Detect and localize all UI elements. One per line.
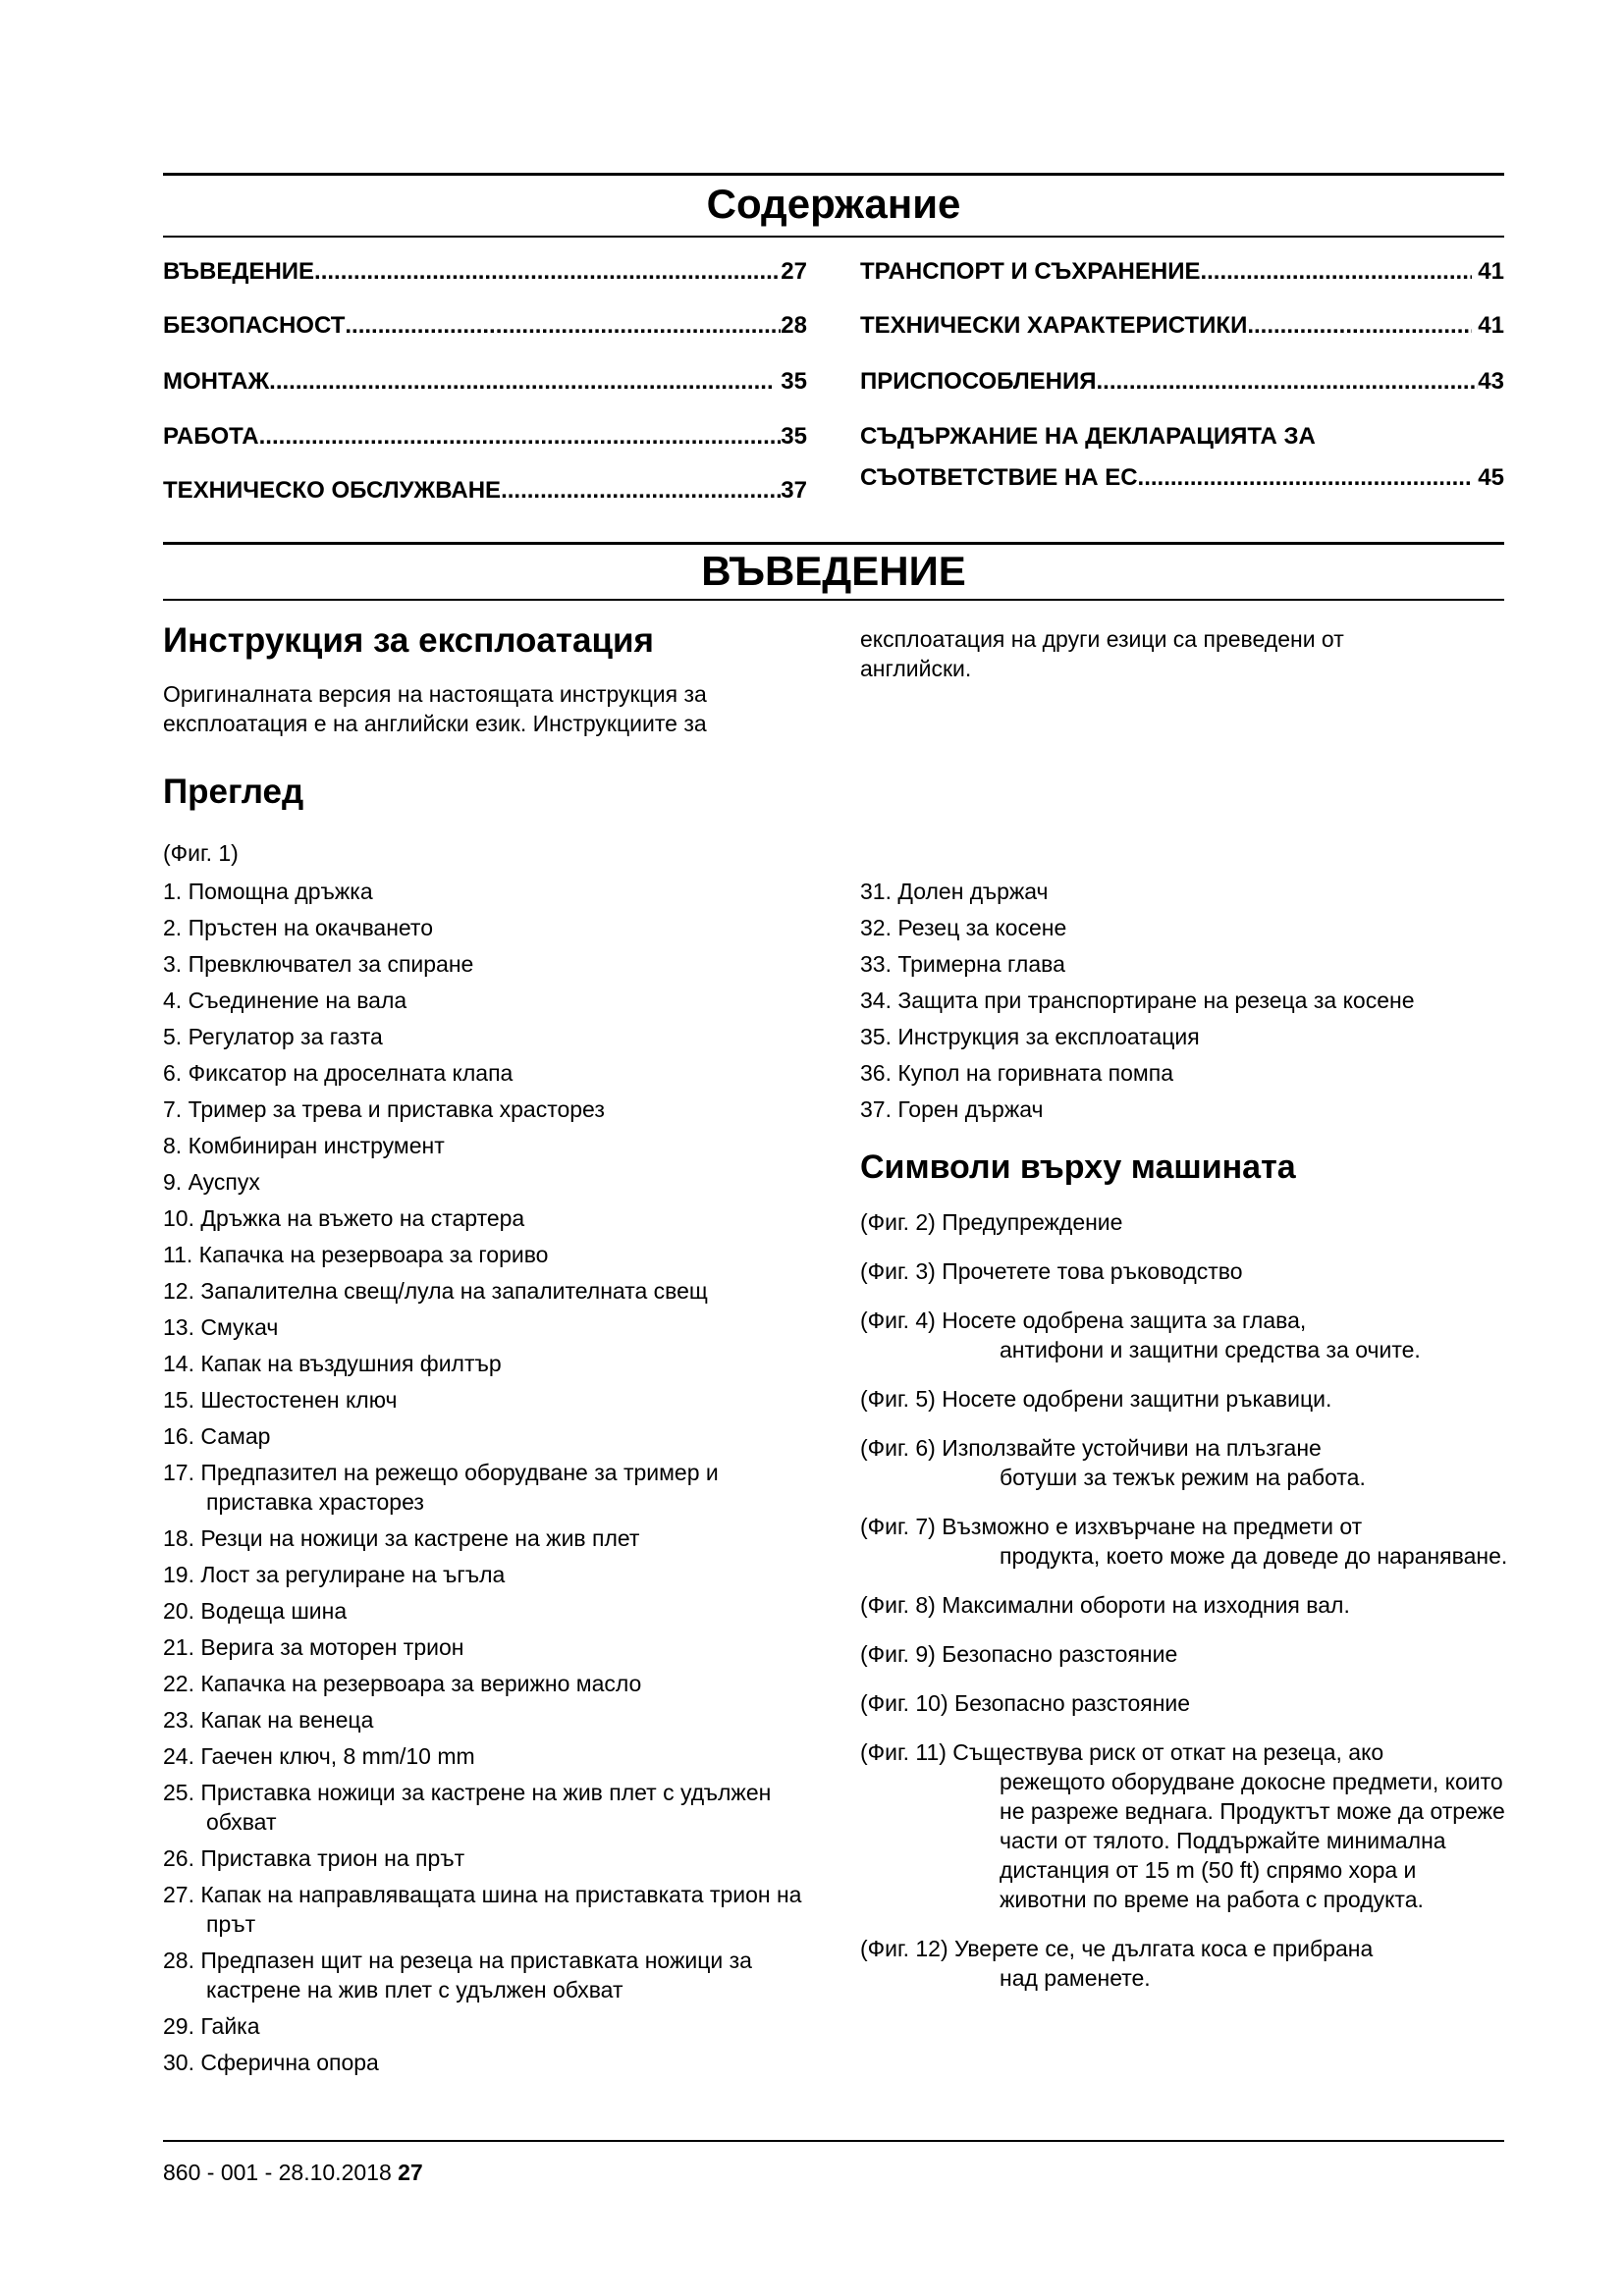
list-item-text: Верига за моторен трион — [200, 1634, 464, 1660]
toc-entry[interactable] — [163, 311, 807, 341]
list-item — [163, 949, 811, 979]
toc-entry-label: РАБОТА — [163, 423, 259, 450]
toc-entry[interactable] — [860, 463, 1504, 493]
toc-entry[interactable] — [163, 422, 807, 452]
list-item — [163, 1349, 811, 1378]
toc-entry-line1[interactable] — [860, 422, 1504, 452]
list-item-text: Долен държач — [897, 879, 1049, 904]
symbol-item — [860, 1384, 1508, 1414]
list-item-text: Запалителна свещ/лула на запалителната свещ — [200, 1278, 708, 1304]
symbol-fig-ref: (Фиг. 12) — [860, 1936, 948, 1961]
toc-entry-page: 43 — [1478, 368, 1504, 395]
list-item — [860, 986, 1508, 1015]
list-item-text: Водеща шина — [200, 1598, 348, 1624]
list-item — [163, 913, 811, 942]
list-item-number: 8. — [163, 1133, 183, 1158]
symbol-item — [860, 1207, 1508, 1237]
symbols-heading: Символи върху машината — [860, 1148, 1296, 1186]
instructions-line: експлоатация на други езици са преведени от — [860, 626, 1344, 652]
overview-list-left — [163, 877, 811, 2084]
overview-heading: Преглед — [163, 773, 304, 811]
instructions-text — [163, 679, 811, 738]
list-item-text: Регулатор за газта — [188, 1024, 383, 1049]
symbol-text-continued: ботуши за тежък режим на работа. — [1000, 1465, 1366, 1490]
symbol-fig-ref: (Фиг. 4) — [860, 1308, 936, 1333]
list-item-text: Сферична опора — [200, 2050, 379, 2075]
list-item — [163, 2011, 811, 2041]
list-item — [163, 1022, 811, 1051]
toc-entry-page: 28 — [781, 312, 807, 339]
list-item — [163, 1741, 811, 1771]
section-bottom-rule — [163, 599, 1504, 601]
list-item-text: Капачка на резервоара за гориво — [198, 1242, 549, 1267]
list-item — [163, 1880, 811, 1939]
toc-entry-label: СЪДЪРЖАНИЕ НА ДЕКЛАРАЦИЯТА ЗА — [860, 423, 1316, 450]
list-item — [860, 913, 1508, 942]
list-item-text: Фиксатор на дроселната клапа — [188, 1060, 514, 1086]
list-item-text: Тримерна глава — [897, 951, 1065, 977]
list-item — [163, 1946, 811, 2004]
list-item-text: Капачка на резервоара за верижно масло — [200, 1671, 642, 1696]
toc-entry[interactable] — [860, 367, 1504, 397]
symbol-text-continued: продукта, което може да доведе до нараняване. — [1000, 1543, 1508, 1569]
symbol-item — [860, 1512, 1508, 1571]
symbol-fig-ref: (Фиг. 3) — [860, 1258, 936, 1284]
list-item-text: Помощна дръжка — [188, 879, 373, 904]
toc-title: Содержание — [706, 181, 961, 227]
list-item-number: 24. — [163, 1743, 194, 1769]
list-item-number: 19. — [163, 1562, 194, 1587]
list-item — [163, 2048, 811, 2077]
list-item-number: 26. — [163, 1845, 194, 1871]
symbol-fig-ref: (Фиг. 7) — [860, 1514, 936, 1539]
symbol-fig-ref: (Фиг. 11) — [860, 1739, 947, 1765]
list-item — [163, 1058, 811, 1088]
overview-list-right — [860, 877, 1508, 1131]
list-item — [163, 986, 811, 1015]
toc-entry-page: 27 — [781, 258, 807, 285]
list-item-number: 5. — [163, 1024, 183, 1049]
list-item-text: Капак на венеца — [200, 1707, 374, 1733]
list-item-number: 11. — [163, 1242, 193, 1267]
list-item-number: 6. — [163, 1060, 183, 1086]
list-item-number: 14. — [163, 1351, 194, 1376]
list-item-text: Дръжка на въжето на стартера — [200, 1205, 525, 1231]
list-item-number: 36. — [860, 1060, 892, 1086]
list-item-text: Съединение на вала — [188, 988, 407, 1013]
symbol-item — [860, 1688, 1508, 1718]
list-item — [163, 1167, 811, 1197]
list-item — [163, 1131, 811, 1160]
footer-page-number: 27 — [398, 2160, 423, 2185]
list-item-number: 15. — [163, 1387, 194, 1413]
toc-entry[interactable] — [860, 311, 1504, 341]
list-item — [860, 1058, 1508, 1088]
list-item-text: Гаечен ключ, 8 mm/10 mm — [200, 1743, 475, 1769]
symbol-text: Носете одобрени защитни ръкавици. — [942, 1386, 1332, 1412]
instructions-heading: Инструкция за експлоатация — [163, 621, 654, 660]
list-item — [860, 949, 1508, 979]
list-item-number: 28. — [163, 1948, 194, 1973]
toc-leader — [501, 476, 781, 506]
instructions-text-continued — [860, 624, 1508, 683]
toc-leader — [1200, 257, 1471, 287]
list-item — [860, 1095, 1508, 1124]
symbol-text: Съществува риск от откат на резеца, ако — [952, 1739, 1384, 1765]
symbol-text: Безопасно разстояние — [942, 1641, 1178, 1667]
list-item-number: 32. — [860, 915, 892, 940]
symbol-text-continued: антифони и защитни средства за очите. — [1000, 1337, 1421, 1362]
list-item-text: Купол на горивната помпа — [897, 1060, 1173, 1086]
instructions-line: английски. — [860, 656, 972, 681]
list-item-number: 10. — [163, 1205, 194, 1231]
list-item-text: Комбиниран инструмент — [188, 1133, 445, 1158]
symbol-text: Възможно е изхвърчане на предмети от — [942, 1514, 1363, 1539]
list-item-number: 33. — [860, 951, 892, 977]
list-item-text: Резци на ножици за кастрене на жив плет — [200, 1525, 640, 1551]
list-item-number: 7. — [163, 1096, 183, 1122]
toc-entry-label: МОНТАЖ — [163, 368, 270, 395]
list-item — [163, 1843, 811, 1873]
list-item-text: Тример за трева и приставка храсторез — [188, 1096, 605, 1122]
list-item-number: 16. — [163, 1423, 194, 1449]
toc-entry-page: 41 — [1471, 258, 1504, 285]
list-item-number: 34. — [860, 988, 892, 1013]
list-item-text: Ауспух — [188, 1169, 260, 1195]
symbols-list — [860, 1207, 1508, 2012]
list-item-number: 20. — [163, 1598, 194, 1624]
list-item — [163, 1276, 811, 1306]
list-item — [163, 1240, 811, 1269]
list-item — [163, 1203, 811, 1233]
toc-leader — [259, 422, 782, 452]
symbol-fig-ref: (Фиг. 5) — [860, 1386, 936, 1412]
list-item — [163, 1523, 811, 1553]
symbol-text: Уверете се, че дългата коса е прибрана — [954, 1936, 1374, 1961]
list-item-number: 27. — [163, 1882, 194, 1907]
symbol-text: Прочетете това ръководство — [942, 1258, 1243, 1284]
section-title: ВЪВЕДЕНИЕ — [701, 548, 966, 594]
toc-entry-page: 41 — [1471, 312, 1504, 339]
toc-entry[interactable] — [163, 367, 807, 397]
toc-leader — [1097, 367, 1479, 397]
toc-entry-label: ТЕХНИЧЕСКИ ХАРАКТЕРИСТИКИ — [860, 312, 1248, 339]
symbol-text: Носете одобрена защита за глава, — [942, 1308, 1307, 1333]
list-item-number: 3. — [163, 951, 183, 977]
list-item — [860, 1022, 1508, 1051]
toc-leader — [269, 367, 774, 397]
list-item — [163, 1705, 811, 1735]
list-item-text: Гайка — [200, 2013, 260, 2039]
toc-entry[interactable] — [163, 476, 807, 506]
list-item-number: 12. — [163, 1278, 194, 1304]
list-item-number: 18. — [163, 1525, 194, 1551]
list-item-text: Предпазител на режещо оборудване за тример и приставка храсторез — [200, 1460, 719, 1515]
list-item-text: Превключвател за спиране — [188, 951, 474, 977]
list-item-number: 13. — [163, 1314, 194, 1340]
list-item-number: 25. — [163, 1780, 194, 1805]
list-item-text: Приставка ножици за кастрене на жив плет с удължен обхват — [200, 1780, 772, 1835]
list-item-text: Предпазен щит на резеца на приставката ножици за кастрене на жив плет с удължен обхват — [200, 1948, 752, 2002]
toc-top-rule — [163, 173, 1504, 176]
footer-doc-id: 860 - 001 - 28.10.2018 — [163, 2160, 399, 2185]
toc-entry[interactable] — [163, 257, 807, 287]
symbol-item — [860, 1433, 1508, 1492]
list-item — [163, 1560, 811, 1589]
symbol-text-continued: режещото оборудване докосне предмети, които не разреже веднага. Продуктът може да отреже части от тялото. Поддържайте минимална дистанция от 15 m (50 ft) спрямо хора и животни по време на работа с продукта. — [1000, 1769, 1505, 1912]
list-item — [860, 877, 1508, 906]
list-item-text: Капак на въздушния филтър — [200, 1351, 502, 1376]
list-item-text: Шестостенен ключ — [200, 1387, 398, 1413]
list-item-number: 21. — [163, 1634, 194, 1660]
list-item — [163, 1669, 811, 1698]
list-item-number: 1. — [163, 879, 183, 904]
list-item-number: 17. — [163, 1460, 194, 1485]
list-item-number: 37. — [860, 1096, 892, 1122]
list-item-text: Инструкция за експлоатация — [897, 1024, 1200, 1049]
toc-entry-page: 35 — [774, 368, 807, 395]
overview-fig-ref: (Фиг. 1) — [163, 840, 239, 866]
list-item — [163, 877, 811, 906]
symbol-fig-ref: (Фиг. 6) — [860, 1435, 936, 1461]
footer-rule — [163, 2140, 1504, 2142]
list-item-text: Горен държач — [897, 1096, 1044, 1122]
symbol-fig-ref: (Фиг. 8) — [860, 1592, 936, 1618]
symbol-item — [860, 1639, 1508, 1669]
list-item — [163, 1095, 811, 1124]
toc-leader — [1138, 463, 1472, 493]
toc-entry-label: ПРИСПОСОБЛЕНИЯ — [860, 368, 1097, 395]
list-item-text: Резец за косене — [897, 915, 1067, 940]
list-item-number: 35. — [860, 1024, 892, 1049]
list-item-text: Самар — [200, 1423, 271, 1449]
list-item — [163, 1596, 811, 1626]
list-item — [163, 1458, 811, 1517]
symbol-item — [860, 1256, 1508, 1286]
list-item-number: 29. — [163, 2013, 194, 2039]
toc-leader — [345, 311, 781, 341]
symbol-text: Използвайте устойчиви на плъзгане — [942, 1435, 1322, 1461]
symbol-fig-ref: (Фиг. 2) — [860, 1209, 936, 1235]
symbol-text: Безопасно разстояние — [954, 1690, 1191, 1716]
list-item — [163, 1385, 811, 1415]
list-item-text: Смукач — [200, 1314, 279, 1340]
toc-entry-label: ТРАНСПОРТ И СЪХРАНЕНИЕ — [860, 258, 1201, 285]
instructions-line: експлоатация е на английски език. Инструкциите за — [163, 711, 707, 736]
list-item-number: 23. — [163, 1707, 194, 1733]
list-item-text: Капак на направляващата шина на приставката трион на прът — [200, 1882, 802, 1937]
symbol-fig-ref: (Фиг. 10) — [860, 1690, 948, 1716]
toc-leader — [314, 257, 781, 287]
toc-entry-label: ВЪВЕДЕНИЕ — [163, 258, 315, 285]
list-item — [163, 1632, 811, 1662]
list-item-number: 9. — [163, 1169, 183, 1195]
toc-leader — [1247, 311, 1471, 341]
toc-entry-page: 37 — [781, 477, 807, 504]
list-item-text: Лост за регулиране на ъгъла — [200, 1562, 506, 1587]
toc-entry[interactable] — [860, 257, 1504, 287]
list-item-number: 30. — [163, 2050, 194, 2075]
toc-entry-label: СЪОТВЕТСТВИЕ НА ЕС — [860, 464, 1138, 491]
symbol-item — [860, 1306, 1508, 1364]
list-item-text: Защита при транспортиране на резеца за косене — [897, 988, 1415, 1013]
symbol-text-continued: над раменете. — [1000, 1965, 1151, 1991]
toc-entry-label: ТЕХНИЧЕСКО ОБСЛУЖВАНЕ — [163, 477, 502, 504]
toc-entry-label: БЕЗОПАСНОСТ — [163, 312, 346, 339]
symbol-text: Предупреждение — [942, 1209, 1123, 1235]
list-item-number: 31. — [860, 879, 892, 904]
toc-entry-page: 35 — [781, 423, 807, 450]
toc-entry-page: 45 — [1471, 464, 1504, 491]
list-item-number: 4. — [163, 988, 183, 1013]
list-item-text: Приставка трион на прът — [200, 1845, 465, 1871]
list-item — [163, 1312, 811, 1342]
footer — [163, 2158, 423, 2187]
symbol-item — [860, 1934, 1508, 1993]
symbol-fig-ref: (Фиг. 9) — [860, 1641, 936, 1667]
symbol-text: Максимални обороти на изходния вал. — [942, 1592, 1350, 1618]
instructions-line: Оригиналната версия на настоящата инструкция за — [163, 681, 707, 707]
symbol-item — [860, 1590, 1508, 1620]
list-item-number: 2. — [163, 915, 183, 940]
toc-bottom-rule — [163, 236, 1504, 238]
symbol-item — [860, 1737, 1508, 1914]
list-item — [163, 1421, 811, 1451]
section-top-rule — [163, 542, 1504, 545]
list-item-number: 22. — [163, 1671, 194, 1696]
list-item-text: Пръстен на окачването — [188, 915, 433, 940]
list-item — [163, 1778, 811, 1837]
